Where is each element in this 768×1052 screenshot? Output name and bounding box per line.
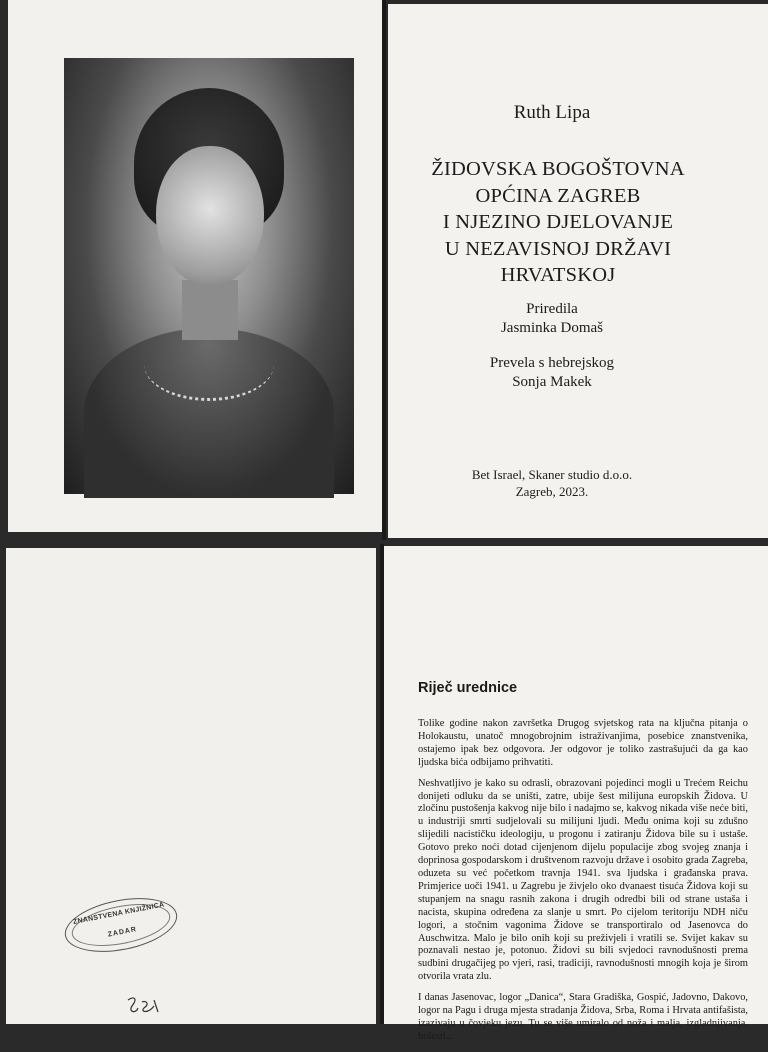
place-year: Zagreb, 2023. [515,484,589,499]
editor-role: Priredila [526,301,578,317]
author-portrait [64,58,354,494]
stamp-page [6,548,376,1024]
top-gutter [382,0,386,540]
handwritten-signature [124,994,164,1018]
editor-name: Jasminka Domaš [500,320,604,336]
translator-role: Prevela s hebrejskog [489,355,615,371]
paragraph: Neshvatljivo je kako su odrasli, obrazovani pojedinci mogli u Trećem Reichu donijeti odluku da se uništi, zatre, ubije šest milijuna europskih Židova. U zločinu pustošenja kakvog nije bilo i nadajmo se, kakvog nikada više neće biti, u industriji smrti sudjelovali su milijuni ljudi. Među onima koji su zdušno slijedili nacističku ideologiju, u progonu i zatiranju Židova bile su i ustaše. Gotovo preko noći dotad cijenjenom dijelu populacije zbog svojeg znanja i doprinosa gospodarskom i društvenom razvoju države i osobito grada Zagreba, oduzeta su već početkom travnja 1941. sva ljudska i građanska prava. Primjerice uoči 1941. u Zagrebu je živjelo oko dvanaest tisuća Židova koji su stupanjem na snagu rasnih zakona i drugih odredbi bili od strane ustaša i nacista, skupina određena za slanje u smrt. Po cijelom teritoriju NDH niču logori, a stočnim vagonima Židove se transportiralo od Jasenovca do Auschwitza. Malo je bilo onih koji su preživjeli i vratili se. Svijet kakav su poznavali nestao je, potonuo. Židovi su bili svjedoci ravnodušnosti prema sudbini drugačijeg po vjeri, rasi, tradiciji, ravnodušnosti mnogih koja je širom otvorila vrata zlu. [418,777,748,983]
body-text [418,718,748,1052]
imprint [388,466,716,500]
photo-page [8,0,382,532]
title-page [388,4,768,538]
title-line: ŽIDOVSKA BOGOŠTOVNA [431,158,685,180]
title-line: I NJEZINO DJELOVANJE [442,211,674,233]
book-title [388,156,728,289]
text-page [384,546,768,1042]
stamp-bottom-text: ZADAR [107,926,138,939]
translator-name: Sonja Makek [512,374,592,390]
translator-credit [388,354,716,392]
paragraph: Tolike godine nakon završetka Drugog svjetskog rata na ključna pitanja o Holokaustu, unatoč mnogobrojnim istraživanjima, posebice znanstvenika, ostajemo ipak bez odgovora. Jer odgovor je toliko zastrašujući da ga kao ljudska bića odbijamo prihvatiti. [418,718,748,768]
title-line: U NEZAVISNOJ DRŽAVI [444,237,672,260]
title-line: OPĆINA ZAGREB [475,184,641,207]
section-heading: Riječ urednice [418,680,518,696]
author-name: Ruth Lipa [513,102,591,123]
library-stamp [60,890,181,961]
title-line: HRVATSKOJ [500,264,616,286]
paragraph: I danas Jasenovac, logor „Danica“, Stara Gradiška, Gospić, Jadovno, Dakovo, logor na Pagu i druga mjesta stradanja Židova, Srba, Roma i Hrvata antifašista, izazivaju u čovjeku jezu. Tu se više umiralo od noža i malja, izgladnjivanja, bolesti... [418,992,748,1042]
portrait-face [156,146,264,286]
stamp-top-text: ZNANSTVENA KNJIŽNICA [72,901,166,927]
publisher: Bet Israel, Skaner studio d.o.o. [471,467,633,482]
portrait-necklace [144,328,274,401]
editor-credit [388,300,716,338]
